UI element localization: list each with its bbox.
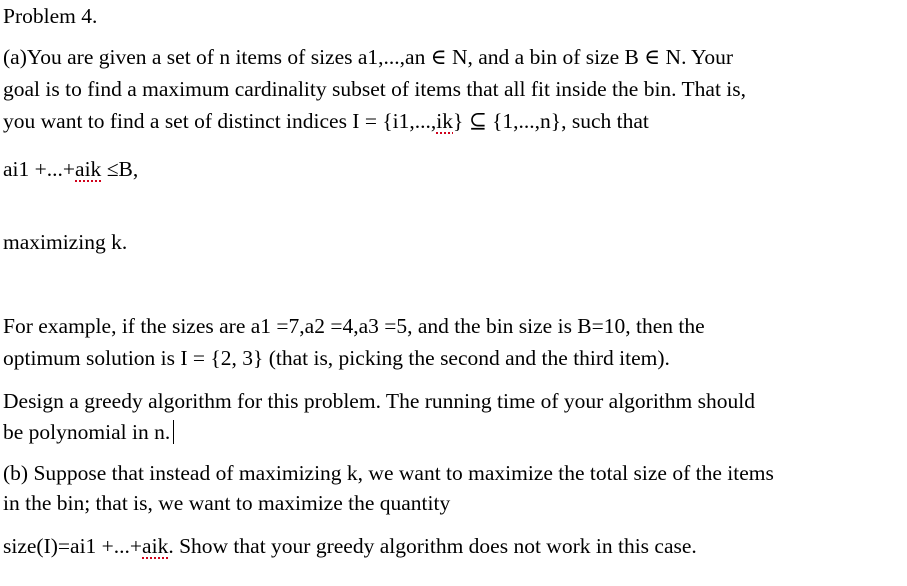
part-a-line-3-end: } ⊆ {1,...,n}, such that bbox=[453, 109, 649, 133]
example-line-2: optimum solution is I = {2, 3} (that is, picking the second and the third item). bbox=[3, 346, 670, 370]
part-a-line-3 bbox=[3, 108, 649, 134]
part-b-line-1: (b) Suppose that instead of maximizing k, we want to maximize the total size of the items bbox=[3, 461, 774, 485]
text-cursor bbox=[173, 420, 174, 444]
example-line-1: For example, if the sizes are a1 =7,a2 =4,a3 =5, and the bin size is B=10, then the bbox=[3, 314, 705, 338]
constraint-end: ≤B, bbox=[101, 157, 139, 181]
constraint-line bbox=[3, 156, 138, 182]
task-line-1: Design a greedy algorithm for this problem. The running time of your algorithm should bbox=[3, 389, 755, 413]
constraint-start: ai1 +...+ bbox=[3, 157, 76, 181]
spellcheck-word-ik: ik bbox=[436, 109, 453, 133]
objective-line: maximizing k. bbox=[3, 230, 128, 254]
part-a-line-1: (a)You are given a set of n items of sizes a1,...,an ∈ N, and a bin of size B ∈ N. Your bbox=[3, 45, 734, 69]
task-line-2-wrap bbox=[3, 419, 174, 445]
part-b-line-3-start: size(I)=ai1 +...+ bbox=[3, 534, 143, 558]
problem-title: Problem 4. bbox=[3, 4, 98, 28]
part-b-line-3 bbox=[3, 533, 697, 559]
part-a-line-3-start: you want to find a set of distinct indices I = {i1,..., bbox=[3, 109, 437, 133]
spellcheck-word-aik: aik bbox=[75, 157, 102, 181]
part-b-line-2: in the bin; that is, we want to maximize the quantity bbox=[3, 491, 451, 515]
part-a-line-2: goal is to find a maximum cardinality subset of items that all fit inside the bin. That is, bbox=[3, 77, 747, 101]
task-line-2: be polynomial in n. bbox=[3, 420, 171, 444]
spellcheck-word-aik-b: aik bbox=[142, 534, 169, 558]
part-b-line-3-end: . Show that your greedy algorithm does not work in this case. bbox=[168, 534, 697, 558]
